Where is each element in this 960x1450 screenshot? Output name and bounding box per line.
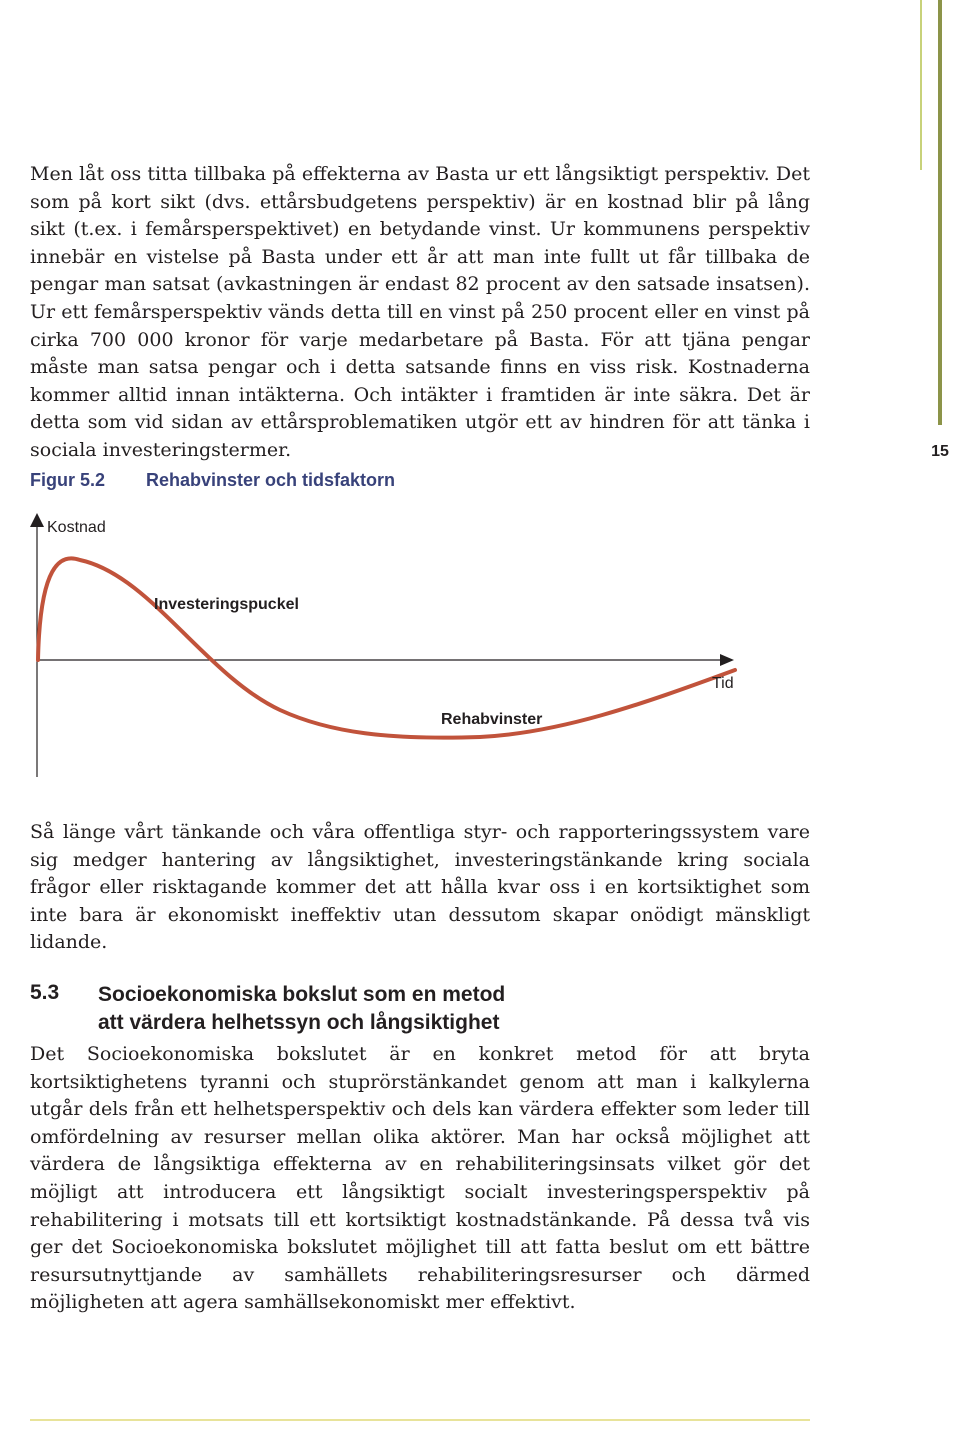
body-paragraph-2: Så länge vårt tänkande och våra offentliga styr- och rapporteringssystem vare sig medger hantering av långsiktighet, investeringstänkande kring sociala frågor eller risktagande kommer det att hålla kvar oss i en kortsiktighet som inte bara är ekonomiskt ineffektiv utan dessutom skapar onödigt mänskligt lidande.: [30, 821, 810, 954]
x-axis-arrow-icon: [720, 654, 734, 666]
trough-label: Rehabvinster: [441, 711, 543, 728]
y-axis-label: Kostnad: [47, 519, 106, 536]
sidebar-accent-line-thick: [938, 0, 942, 425]
section-heading-line-1: Socioekonomiska bokslut som en metod: [98, 983, 506, 1006]
footer-rule: [30, 1419, 810, 1421]
body-paragraph-1: Men låt oss titta tillbaka på effekterna av Basta ur ett långsiktigt perspektiv. Det som på kort sikt (dvs. ettårsbudgetens perspektiv) är en kostnad blir på lång sikt (t.ex. i femårsperspektivet) en betydande vinst. Ur kommunens perspektiv innebär en vistelse på Basta under ett år att man inte fullt ut får tillbaka de pengar man satsat (avkastningen är endast 82 procent av den satsade insatsen). Ur ett femårsperspektiv vänds detta till en vinst på 250 procent eller en vinst på cirka 700 000 kronor för varje medarbetare på Basta. För att tjäna pengar måste man satsa pengar och i detta satsande finns en viss risk. Kostnaderna kommer alltid innan intäkterna. Och intäkter i framtiden är inte säkra. Det är detta som vid sidan av ettårsproblematiken utgör ett av hindren för att tänka i sociala investeringstermer.: [30, 163, 810, 461]
hump-label: Investeringspuckel: [154, 596, 299, 613]
section-number: 5.3: [30, 981, 60, 1004]
body-paragraph-3: Det Socioekonomiska bokslutet är en konkret metod för att bryta kortsiktighetens tyranni och stuprörstänkandet genom att man i kalkylerna utgår dels från ett helhetsperspektiv och dels kan värdera effekter som leder till omfördelning av resurser mellan olika aktörer. Man har också möjlighet att värdera de långsiktiga effekterna av en rehabiliteringsinsats vilket gör det möjligt att introducera ett långsiktigt socialt investeringsperspektiv på rehabilitering i motsats till ett kortsiktigt kostnadstänkande. På dessa två vis ger det Socioekonomiska bokslutet möjlighet till att fatta beslut om ett bättre resursutnyttjande av samhällets rehabiliteringsresurser och därmed möjligheten att agera samhällsekonomiskt mer effektivt.: [30, 1043, 810, 1314]
x-axis-label: Tid: [712, 675, 734, 692]
y-axis-arrow-icon: [30, 513, 44, 527]
section-heading: [98, 981, 658, 1037]
figure-number: Figur 5.2: [30, 470, 106, 490]
page-number: 15: [931, 443, 949, 460]
cost-benefit-curve: [38, 558, 735, 737]
sidebar-accent-line-thin: [920, 0, 922, 170]
figure-diagram: [0, 505, 780, 785]
figure-title: Rehabvinster och tidsfaktorn: [146, 470, 396, 490]
section-heading-line-2: att värdera helhetssyn och långsiktighet: [98, 1011, 500, 1034]
